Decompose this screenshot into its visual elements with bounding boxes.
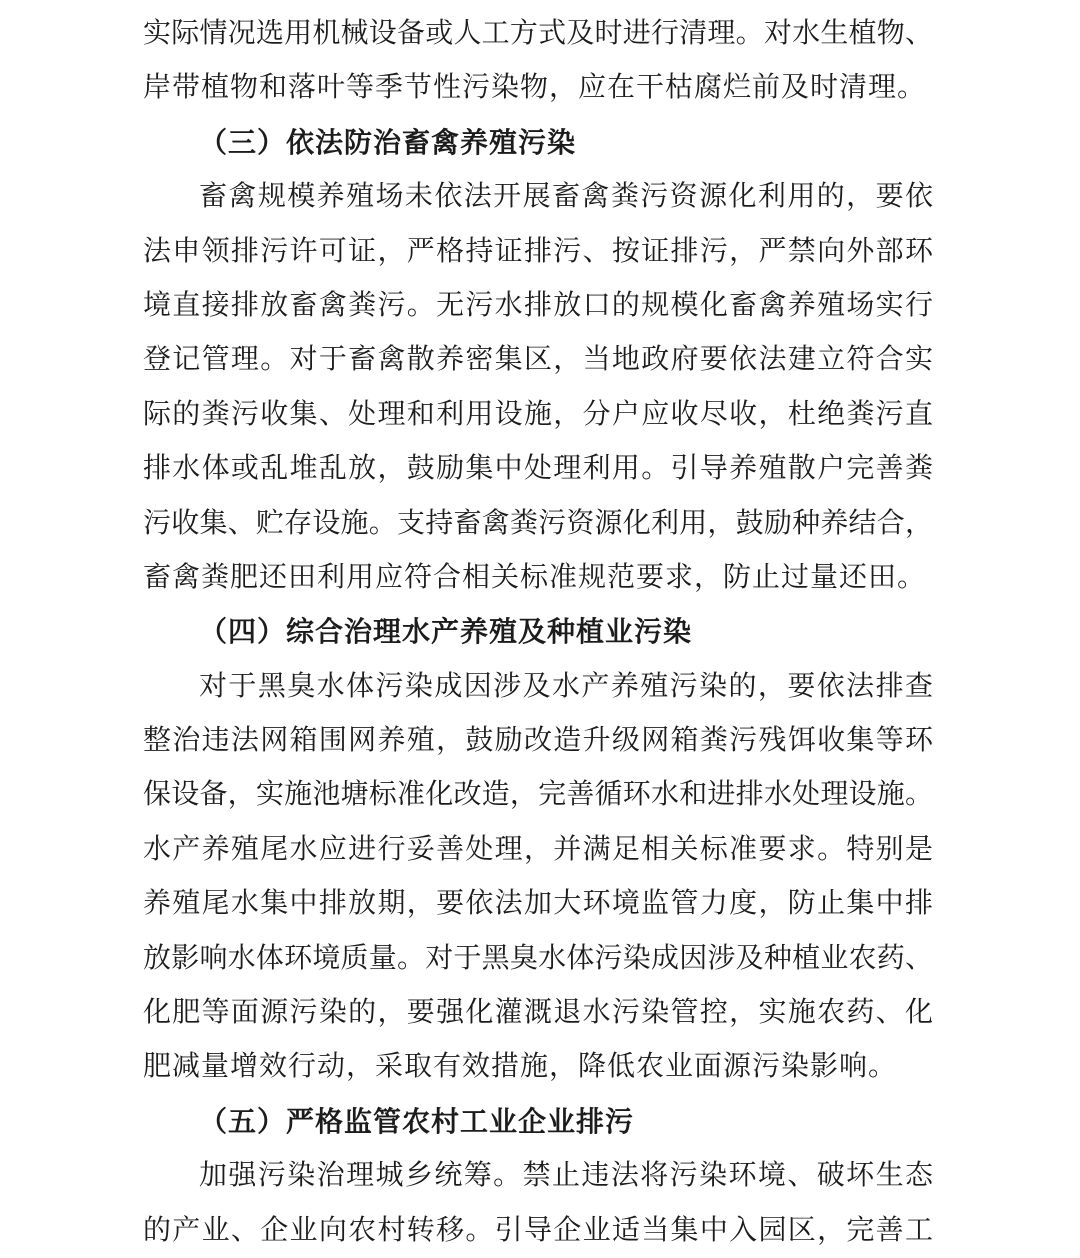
text-line: 法申领排污许可证，严格持证排污、按证排污，严禁向外部环 — [143, 235, 933, 267]
text-line: 加强污染治理城乡统筹。禁止违法将污染环境、破坏生态 — [199, 1160, 933, 1192]
section-heading: （三）依法防治畜禽养殖污染 — [199, 126, 577, 158]
text-line: 整治违法网箱围网养殖，鼓励改造升级网箱粪污残饵收集等环 — [143, 725, 933, 757]
text-line: 登记管理。对于畜禽散养密集区，当地政府要依法建立符合实 — [143, 344, 933, 376]
text-line: 际的粪污收集、处理和利用设施，分户应收尽收，杜绝粪污直 — [143, 398, 933, 430]
text-line: 的产业、企业向农村转移。引导企业适当集中入园区，完善工 — [143, 1214, 933, 1246]
text-line: 放影响水体环境质量。对于黑臭水体污染成因涉及种植业农药、 — [143, 942, 933, 974]
text-line: 排水体或乱堆乱放，鼓励集中处理利用。引导养殖散户完善粪 — [143, 453, 933, 485]
text-line: 肥减量增效行动，采取有效措施，降低农业面源污染影响。 — [143, 1051, 898, 1083]
text-line: 化肥等面源污染的，要强化灌溉退水污染管控，实施农药、化 — [143, 997, 933, 1029]
text-line: 对于黑臭水体污染成因涉及水产养殖污染的，要依法排查 — [199, 670, 933, 702]
text-line: 污收集、贮存设施。支持畜禽粪污资源化利用，鼓励种养结合， — [143, 507, 933, 539]
text-line: 实际情况选用机械设备或人工方式及时进行清理。对水生植物、 — [143, 18, 933, 49]
text-line: 境直接排放畜禽粪污。无污水排放口的规模化畜禽养殖场实行 — [143, 289, 933, 321]
text-line: 岸带植物和落叶等季节性污染物，应在干枯腐烂前及时清理。 — [143, 72, 927, 104]
text-line: 畜禽粪肥还田利用应符合相关标准规范要求，防止过量还田。 — [143, 561, 927, 593]
section-heading: （五）严格监管农村工业企业排污 — [199, 1105, 635, 1137]
text-line: 畜禽规模养殖场未依法开展畜禽粪污资源化利用的，要依 — [199, 181, 933, 213]
text-line: 养殖尾水集中排放期，要依法加大环境监管力度，防止集中排 — [143, 888, 933, 920]
section-heading: （四）综合治理水产养殖及种植业污染 — [199, 616, 693, 648]
text-line: 保设备，实施池塘标准化改造，完善循环水和进排水处理设施。 — [143, 779, 933, 811]
document-text-block — [143, 7, 933, 1258]
text-line: 水产养殖尾水应进行妥善处理，并满足相关标准要求。特别是 — [143, 833, 933, 865]
